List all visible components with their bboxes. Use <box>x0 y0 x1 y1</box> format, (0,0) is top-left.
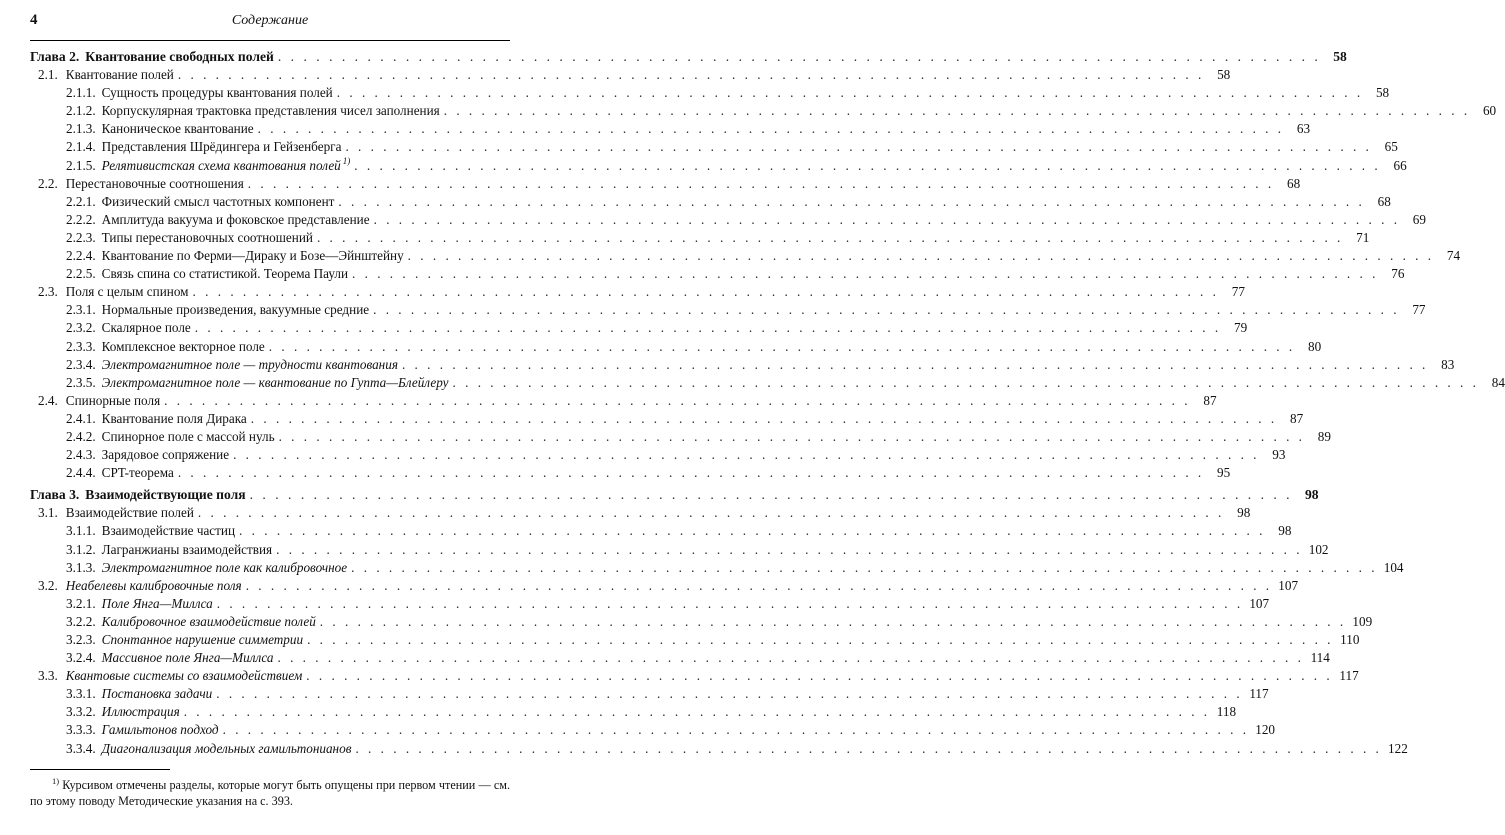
toc-entry-title-text: Гамильтонов подход <box>101 722 219 738</box>
toc-page-number: 102 <box>1308 541 1329 557</box>
toc-entry-title-text: Диагонализация модельных гамильтонианов <box>101 740 352 756</box>
toc-entry-title-text: Взаимодействующие поля <box>85 487 246 503</box>
toc-entry-title <box>102 446 229 464</box>
dot-leader <box>444 102 1470 120</box>
toc-entry-number: 3.1.1. <box>66 523 96 539</box>
dot-leader <box>453 374 1479 392</box>
toc-entry-title-text: Электромагнитное поле — трудности квантования <box>101 356 398 372</box>
toc-entry-number: 3.3. <box>38 668 58 684</box>
toc-entry-title-text: Перестановочные соотношения <box>65 175 244 191</box>
dot-leader <box>279 428 1305 446</box>
toc-entry-title <box>102 685 213 703</box>
table-of-contents <box>30 48 1505 758</box>
toc-subsection-entry[interactable] <box>30 120 1311 138</box>
toc-entry-title <box>102 102 440 120</box>
toc-subsection-entry[interactable] <box>30 156 1407 175</box>
toc-page-number: 93 <box>1272 447 1286 463</box>
toc-entry-title-text: Нормальные произведения, вакуумные средние <box>101 302 370 318</box>
toc-page-number: 98 <box>1237 505 1251 521</box>
dot-leader <box>217 595 1243 613</box>
toc-entry-title-text: Электромагнитное поле — квантование по Гупта—Блейлеру <box>101 374 449 390</box>
toc-entry-title <box>102 464 174 482</box>
toc-entry-number: 2.3.3. <box>66 338 96 354</box>
toc-section-entry[interactable] <box>30 283 1245 301</box>
toc-entry-title-text: Релятивистская схема квантования полей <box>101 157 341 173</box>
toc-entry-number: 2.4.1. <box>66 410 96 426</box>
toc-entry-title-text: Спинорное поле с массой нуль <box>101 428 275 444</box>
page-number: 4 <box>30 12 38 28</box>
toc-page-number: 77 <box>1231 284 1245 300</box>
toc-page-number: 76 <box>1391 266 1405 282</box>
toc-subsection-entry[interactable] <box>30 301 1426 319</box>
toc-entry-title-text: Квантование свободных полей <box>85 49 274 64</box>
toc-entry-title-text: Скалярное поле <box>101 320 191 336</box>
toc-entry-title-text: Иллюстрация <box>101 704 180 720</box>
toc-subsection-entry[interactable] <box>30 247 1461 265</box>
toc-entry-title-text: Представления Шрёдингера и Гейзенберга <box>101 139 342 155</box>
toc-subsection-entry[interactable] <box>30 410 1304 428</box>
header-rule <box>30 40 510 41</box>
toc-page-number: 120 <box>1255 722 1275 738</box>
toc-page-number: 71 <box>1356 229 1370 245</box>
dot-leader <box>355 740 1381 758</box>
footnote-rule <box>30 769 170 770</box>
toc-entry-title <box>102 522 235 540</box>
dot-leader <box>317 229 1343 247</box>
toc-page-number: 69 <box>1412 211 1426 227</box>
toc-page-number: 122 <box>1388 740 1408 756</box>
toc-page-number: 68 <box>1377 193 1391 209</box>
toc-entry-title <box>102 374 449 392</box>
toc-entry-number: 2.2.2. <box>66 211 96 227</box>
toc-subsection-entry[interactable] <box>30 446 1286 464</box>
toc-entry-number: 3.3.3. <box>66 722 96 738</box>
toc-entry-title <box>102 84 333 102</box>
toc-subsection-entry[interactable] <box>30 265 1405 283</box>
dot-leader <box>195 319 1221 337</box>
toc-entry-title <box>102 410 247 428</box>
dot-leader <box>250 486 1293 504</box>
toc-entry-title <box>85 48 274 66</box>
dot-leader <box>233 446 1259 464</box>
toc-entry-number: 2.1.5. <box>66 157 96 173</box>
toc-page-number: 109 <box>1352 613 1373 629</box>
toc-page-number: 107 <box>1278 577 1299 593</box>
toc-entry-number: 3.1. <box>38 505 58 521</box>
toc-entry-title-text: CPT-теорема <box>101 465 174 481</box>
dot-leader <box>198 504 1224 522</box>
toc-page-number: 87 <box>1289 410 1304 426</box>
toc-section-entry[interactable] <box>30 392 1217 410</box>
toc-page-number: 98 <box>1304 487 1319 503</box>
toc-entry-title <box>85 486 245 504</box>
toc-page-number: 66 <box>1393 157 1407 173</box>
toc-entry-title-text: Поля с целым спином <box>65 284 189 300</box>
toc-page-number: 114 <box>1310 650 1330 666</box>
toc-subsection-entry[interactable] <box>30 559 1404 577</box>
toc-section-entry[interactable] <box>30 667 1359 685</box>
toc-entry-number: 2.1. <box>38 67 58 83</box>
toc-entry-title <box>102 338 265 356</box>
toc-entry-number: 3.2.1. <box>66 595 96 611</box>
toc-entry-title-text: Квантование полей <box>65 67 174 83</box>
toc-entry-title <box>102 649 274 667</box>
toc-subsection-entry[interactable] <box>30 703 1237 721</box>
dot-leader <box>251 410 1277 428</box>
toc-entry-title <box>102 301 369 319</box>
toc-entry-number: 3.3.2. <box>66 704 96 720</box>
dot-leader <box>184 703 1210 721</box>
toc-page-number: 58 <box>1375 85 1390 101</box>
toc-chapter-entry[interactable] <box>30 48 1347 66</box>
dot-leader <box>258 120 1284 138</box>
toc-entry-number: 2.3.2. <box>66 320 96 336</box>
toc-entry-title-text: Спинорные поля <box>65 392 161 408</box>
dot-leader <box>306 667 1332 685</box>
toc-entry-title-text: Корпускулярная трактовка представления чисел заполнения <box>101 103 440 119</box>
toc-subsection-entry[interactable] <box>30 541 1329 559</box>
dot-leader <box>307 631 1333 649</box>
toc-entry-title <box>102 703 180 721</box>
toc-page-number: 58 <box>1217 67 1231 83</box>
dot-leader <box>338 193 1364 211</box>
toc-subsection-entry[interactable] <box>30 613 1373 631</box>
toc-entry-title-text: Сущность процедуры квантования полей <box>101 85 333 101</box>
toc-entry-title <box>66 392 160 410</box>
toc-entry-number: 2.2.1. <box>66 193 96 209</box>
toc-subsection-entry[interactable] <box>30 428 1331 446</box>
toc-entry-title <box>102 157 351 175</box>
toc-subsection-entry[interactable] <box>30 740 1408 758</box>
toc-page-number: 77 <box>1412 302 1426 318</box>
toc-entry-title <box>102 721 219 739</box>
toc-entry-number: 2.1.2. <box>66 103 96 119</box>
toc-entry-title <box>102 319 191 337</box>
toc-entry-title-text: Калибровочное взаимодействие полей <box>101 613 316 629</box>
toc-entry-title-text: Спонтанное нарушение симметрии <box>101 632 304 647</box>
toc-entry-title <box>102 356 398 374</box>
toc-entry-title-text: Комплексное векторное поле <box>101 338 265 354</box>
toc-page-number: 83 <box>1441 356 1455 372</box>
toc-subsection-entry[interactable] <box>30 102 1497 120</box>
dot-leader <box>248 175 1274 193</box>
toc-entry-title-text: Поле Янга—Миллса <box>101 595 213 611</box>
page-header <box>30 12 510 34</box>
toc-entry-title-text: Квантование поля Дирака <box>101 410 247 426</box>
toc-entry-number: 3.3.1. <box>66 686 96 702</box>
dot-leader <box>373 301 1399 319</box>
toc-entry-title-text: Зарядовое сопряжение <box>101 447 230 463</box>
toc-section-entry[interactable] <box>30 175 1301 193</box>
toc-page-number: 87 <box>1203 392 1217 408</box>
toc-entry-title-text: Квантовые системы со взаимодействием <box>65 668 303 684</box>
toc-page-number: 117 <box>1249 686 1269 702</box>
toc-entry-number: 2.3.4. <box>66 356 96 372</box>
toc-page-number: 89 <box>1317 428 1331 444</box>
toc-entry-number: 2.1.1. <box>66 85 96 101</box>
toc-entry-title-text: Квантование по Ферми—Дираку и Бозе—Эйнштейну <box>101 248 404 264</box>
toc-chapter-entry[interactable] <box>30 486 1319 504</box>
footnote-text: Курсивом отмечены разделы, которые могут быть опущены при первом чтении — см. по этому поводу Методические указания на с. 393. <box>30 778 510 809</box>
toc-page-number: 110 <box>1340 632 1360 647</box>
toc-page-number: 58 <box>1333 49 1347 64</box>
dot-leader <box>337 84 1363 102</box>
dot-leader <box>276 541 1302 559</box>
dot-leader <box>164 392 1190 410</box>
toc-entry-number: 2.4.4. <box>66 465 96 481</box>
toc-entry-number: 2.3.1. <box>66 302 96 318</box>
toc-subsection-entry[interactable] <box>30 631 1360 649</box>
dot-leader <box>354 157 1380 175</box>
toc-section-entry[interactable] <box>30 66 1231 84</box>
toc-entry-title-text: Взаимодействие полей <box>65 505 194 521</box>
toc-page-number: 118 <box>1216 704 1237 720</box>
dot-leader <box>223 721 1249 739</box>
toc-entry-title-text: Лагранжианы взаимодействия <box>101 541 273 557</box>
dot-leader <box>178 464 1204 482</box>
toc-subsection-entry[interactable] <box>30 84 1390 102</box>
toc-entry-title <box>66 66 174 84</box>
toc-entry-title-text: Физический смысл частотных компонент <box>101 193 335 209</box>
toc-entry-title <box>102 740 352 758</box>
toc-entry-title <box>102 559 347 577</box>
toc-entry-title <box>66 504 194 522</box>
toc-entry-number: 2.4.2. <box>66 428 96 444</box>
toc-entry-number: 2.4.3. <box>66 447 96 463</box>
toc-entry-title <box>102 211 370 229</box>
dot-leader <box>193 283 1219 301</box>
toc-entry-title <box>66 667 303 685</box>
toc-entry-title <box>102 428 275 446</box>
toc-entry-number: 2.2.5. <box>66 266 96 282</box>
toc-page-number: 68 <box>1286 175 1301 191</box>
toc-section-entry[interactable] <box>30 577 1299 595</box>
toc-entry-number: Глава 2. <box>30 49 80 64</box>
toc-entry-title <box>102 193 335 211</box>
toc-subsection-entry[interactable] <box>30 685 1269 703</box>
toc-entry-title-text: Связь спина со статистикой. Теорема Паули <box>101 266 349 282</box>
toc-page-number: 79 <box>1233 320 1248 336</box>
toc-page-number: 63 <box>1296 121 1311 137</box>
toc-entry-title <box>102 247 404 265</box>
toc-entry-number: 2.3.5. <box>66 374 96 390</box>
toc-entry-title-text: Массивное поле Янга—Миллса <box>101 650 274 666</box>
toc-page-number: 65 <box>1384 139 1398 155</box>
footnote-mark: 1) <box>52 776 60 786</box>
dot-leader <box>269 338 1295 356</box>
toc-subsection-entry[interactable] <box>30 138 1398 156</box>
footnote <box>30 773 510 809</box>
toc-entry-title-text: Электромагнитное поле как калибровочное <box>101 559 348 575</box>
toc-entry-number: 2.2.3. <box>66 229 96 245</box>
toc-entry-number: 3.2.4. <box>66 650 96 666</box>
toc-entry-number: 3.1.3. <box>66 559 96 575</box>
dot-leader <box>402 356 1428 374</box>
toc-entry-title <box>102 120 254 138</box>
dot-leader <box>246 577 1272 595</box>
toc-entry-title-text: Амплитуда вакуума и фоковское представление <box>101 211 370 227</box>
toc-subsection-entry[interactable] <box>30 374 1505 392</box>
dot-leader <box>216 685 1242 703</box>
toc-entry-number: 3.2.2. <box>66 613 96 629</box>
toc-entry-number: 3.1.2. <box>66 541 96 557</box>
toc-section-entry[interactable] <box>30 504 1251 522</box>
toc-subsection-entry[interactable] <box>30 595 1270 613</box>
toc-entry-number: 2.2.4. <box>66 248 96 264</box>
toc-entry-title <box>66 577 242 595</box>
toc-subsection-entry[interactable] <box>30 229 1370 247</box>
toc-entry-title-text: Каноническое квантование <box>101 121 254 137</box>
toc-entry-title <box>66 283 189 301</box>
toc-entry-title-text: Взаимодействие частиц <box>101 523 236 539</box>
toc-entry-title <box>102 265 348 283</box>
toc-subsection-entry[interactable] <box>30 356 1455 374</box>
toc-page-number: 107 <box>1249 595 1270 611</box>
toc-subsection-entry[interactable] <box>30 193 1391 211</box>
toc-entry-title-text: Постановка задачи <box>101 686 213 702</box>
toc-entry-title-text: Типы перестановочных соотношений <box>101 229 313 245</box>
toc-entry-number: 2.2. <box>38 175 58 191</box>
toc-entry-title <box>102 631 303 649</box>
toc-entry-number: 2.1.4. <box>66 139 96 155</box>
toc-page-number: 95 <box>1217 465 1231 481</box>
toc-entry-number: Глава 3. <box>30 487 80 503</box>
toc-entry-title-text: Неабелевы калибровочные поля <box>65 577 242 593</box>
toc-subsection-entry[interactable] <box>30 464 1231 482</box>
toc-subsection-entry[interactable] <box>30 338 1322 356</box>
dot-leader <box>351 559 1377 577</box>
dot-leader <box>408 247 1434 265</box>
dot-leader <box>239 522 1265 540</box>
toc-page-number: 74 <box>1446 248 1461 264</box>
toc-page-number: 117 <box>1339 668 1359 684</box>
toc-subsection-entry[interactable] <box>30 211 1426 229</box>
toc-subsection-entry[interactable] <box>30 721 1275 739</box>
dot-leader <box>352 265 1378 283</box>
dot-leader <box>277 649 1303 667</box>
footnote-reference[interactable]: 1) <box>342 156 351 167</box>
toc-entry-title <box>102 138 342 156</box>
toc-subsection-entry[interactable] <box>30 522 1292 540</box>
dot-leader <box>374 211 1400 229</box>
dot-leader <box>178 66 1204 84</box>
toc-entry-number: 3.3.4. <box>66 740 96 756</box>
toc-entry-title <box>102 229 313 247</box>
dot-leader <box>278 48 1321 66</box>
toc-entry-title <box>102 541 272 559</box>
toc-page-number: 80 <box>1307 338 1322 354</box>
toc-subsection-entry[interactable] <box>30 649 1330 667</box>
toc-entry-number: 2.1.3. <box>66 121 96 137</box>
toc-entry-title <box>66 175 244 193</box>
dot-leader <box>345 138 1371 156</box>
toc-entry-title <box>102 613 316 631</box>
toc-entry-title <box>102 595 213 613</box>
running-title: Содержание <box>231 13 309 28</box>
toc-page-number: 104 <box>1383 559 1404 575</box>
dot-leader <box>320 613 1346 631</box>
toc-entry-number: 3.2. <box>38 577 58 593</box>
toc-page-number: 84 <box>1491 374 1505 390</box>
toc-entry-number: 2.4. <box>38 392 58 408</box>
toc-entry-number: 2.3. <box>38 284 58 300</box>
toc-page-number: 60 <box>1482 103 1497 119</box>
toc-subsection-entry[interactable] <box>30 319 1248 337</box>
toc-entry-number: 3.2.3. <box>66 632 96 647</box>
toc-page-number: 98 <box>1278 523 1292 539</box>
